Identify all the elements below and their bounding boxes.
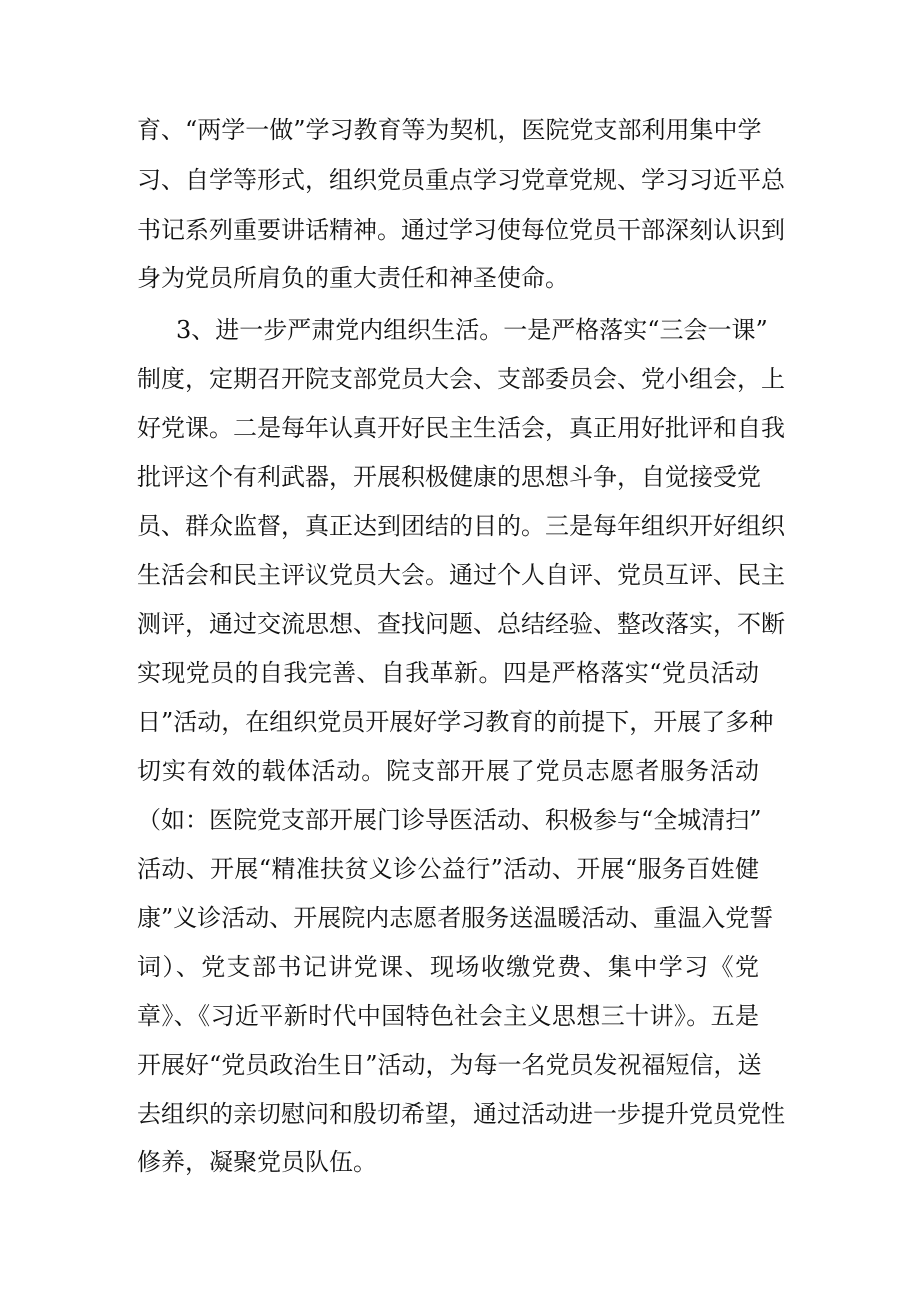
- text-line: 制度，定期召开院支部党员大会、支部委员会、党小组会，上: [137, 365, 785, 393]
- text-line: 书记系列重要讲话精神。通过学习使每位党员干部深刻认识到: [137, 216, 785, 244]
- text-line: 测评，通过交流思想、查找问题、总结经验、整改落实，不断: [137, 610, 785, 638]
- text-line: 开展好“党员政治生日”活动，为每一名党员发祝福短信，送: [137, 1051, 762, 1079]
- text-line: 切实有效的载体活动。院支部开展了党员志愿者服务活动: [137, 757, 759, 785]
- text-line: 育、“两学一做”学习教育等为契机，医院党支部利用集中学: [137, 116, 762, 144]
- text-line: 生活会和民主评议党员大会。通过个人自评、党员互评、民主: [137, 561, 785, 589]
- text-line: 词）、党支部书记讲党课、现场收缴党费、集中学习《党: [137, 953, 759, 981]
- text-line: 康”义诊活动、开展院内志愿者服务送温暖活动、重温入党誓: [137, 904, 774, 932]
- text-line: 身为党员所肩负的重大责任和神圣使命。: [137, 264, 569, 292]
- text-line: 去组织的亲切慰问和殷切希望，通过活动进一步提升党员党性: [137, 1100, 785, 1128]
- text-line: （如：医院党支部开展门诊导医活动、积极参与“全城清扫”: [137, 806, 762, 834]
- paragraph-first-line: 3、进一步严肃党内组织生活。一是严格落实“三会一课”: [176, 316, 768, 344]
- text-line: 实现党员的自我完善、自我革新。四是严格落实“党员活动: [137, 659, 759, 687]
- text-line: 员、群众监督，真正达到团结的目的。三是每年组织开好组织: [137, 512, 785, 540]
- text-line: 日”活动，在组织党员开展好学习教育的前提下，开展了多种: [137, 708, 774, 736]
- text-line: 习、自学等形式，组织党员重点学习党章党规、学习习近平总: [137, 166, 785, 194]
- text-line: 活动、开展“精准扶贫义诊公益行”活动、开展“服务百姓健: [137, 855, 759, 883]
- text-line: 好党课。二是每年认真开好民主生活会，真正用好批评和自我: [137, 414, 785, 442]
- text-line: 修养，凝聚党员队伍。: [137, 1148, 377, 1176]
- text-line: 章》、《习近平新时代中国特色社会主义思想三十讲》。五是: [137, 1002, 759, 1030]
- text-line: 批评这个有利武器，开展积极健康的思想斗争，自觉接受党: [137, 463, 761, 491]
